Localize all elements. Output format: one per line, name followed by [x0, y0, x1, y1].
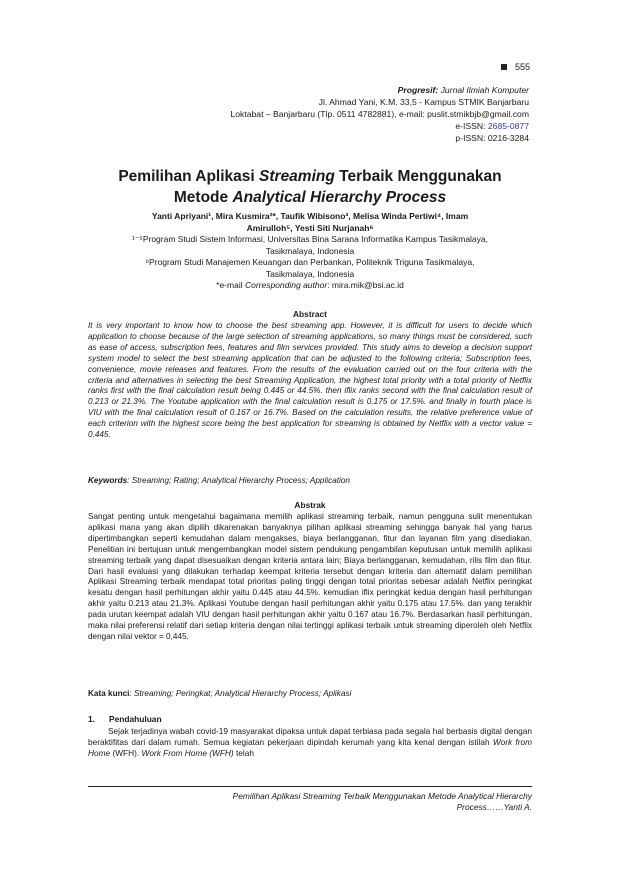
journal-eissn: e-ISSN: 2685-0877 [455, 121, 529, 131]
running-footer: Pemilihan Aplikasi Streaming Terbaik Menggunakan Metode Analytical Hierarchy Process……Yanti A. [232, 791, 532, 813]
abstrak-text: Sangat penting untuk mengetahui bagaimana memilih aplikasi streaming terbaik, namun pengguna sulit menentukan aplikasi mana yang akan dipilih dikarenakan banyaknya pilihan aplikasi streaming sehingga banyak hal yang harus dipertimbangkan seperti kemudahan dalam mengakses, biaya berlangganan, fitur dan layanan film yang disediakan. Penelitian ini bertujuan untuk mengembangkan model sistem pendukung pengambilan keputusan untuk memilih aplikasi streaming terbaik yang dapat disesuaikan dengan kriteria antara lain; Biaya berlangganan, kemudahan, rilis film dan fitur. Dari hasil evaluasi yang dilakukan terhadap keempat kriteria tersebut dengan kriteria dan alternatif dalam pemilihan Aplikasi Streaming terbaik mendapat total prioritas paling tinggi dengan total prioritas sebesar adalah Netflix peringkat kesatu dengan hasil perhitungan akhir yaitu 0.445 atau 44.5%. kemudian iflix peringkat kedua dengan hasil perhitungan akhir yaitu 0.213 atau 21.3%. Aplikasi Youtube dengan hasil perhitungan akhir yaitu 0.175 atau 17.5%. dan yang terakhir pada urutan keempat adalah VIU dengan hasil perhitungan akhir yaitu 0.167 atau 16.7%. Berdasarkan hasil perhitungan, maka nilai preferensi relatif dari setiap kriteria dengan nilai tertinggi aplikasi terbaik untuk streaming diperoleh oleh Netflix dengan nilai vektor = 0,445. [88, 512, 532, 641]
section-heading-introduction: 1. Pendahuluan [88, 714, 162, 724]
abstract-keywords: Keywords: Streaming; Rating; Analytical Hierarchy Process; Application [88, 476, 350, 485]
introduction-text: Sejak terjadinya wabah covid-19 masyarakat dipaksa untuk dapat terbiasa pada segala hal berbasis digital dengan beraktifitas dari dalam rumah. Semua kegiatan pekerjaan dipindah kerumah yang kita kenal dengan istilah Work from Home (WFH). Work From Home (WFH) telah [88, 726, 532, 759]
corresponding-email: *e-mail Corresponding author: mira.mik@bsi.ac.id [216, 280, 404, 290]
paper-title: Pemilihan Aplikasi Streaming Terbaik Menggunakan Metode Analytical Hierarchy Process [118, 168, 502, 206]
author-list: Yanti Apriyani¹, Mira Kusmira²*, Taufik Wibisono³, Melisa Winda Pertiwi⁴, Imam Amirulloh⁵, Yesti Siti Nurjanah⁶ [151, 211, 469, 233]
page-number-text: 555 [514, 62, 530, 72]
abstrak-keywords: Kata kunci: Streaming; Peringkat; Analytical Hierarchy Process; Aplikasi [88, 689, 352, 698]
eissn-link[interactable]: 2685-0877 [487, 121, 529, 131]
abstrak-heading: Abstrak [294, 500, 326, 510]
abstract-text: It is very important to know how to choose the best streaming app. However, it is difficult for users to decide which application to choose because of the large selection of streaming applications, so many things must be considered, such as ease of access, subscription fees, features and film services provided. This study aims to develop a decision support system model to select the best streaming application that can be adjusted to the following criteria; Subscription fees, convenience, movie releases and features. From the results of the evaluation carried out on the four criteria with the criteria and alternatives in selecting the best Streaming Application, the highest total priority with a total priority of Netflix ranks first with the final calculation result being 0.445 or 44.5%. then iflix ranks second with the final calculation result of 0.213 or 21.3%. The Youtube application with the final calculation result is 0.175 or 17.5%. and finally in fourth place is VIU with the final calculation result of 0.167 or 16.7%. Based on the calculation results, the relative preference value of each criterion with the highest score being the best application for streaming is obtained by Netflix with a vector value = 0.445. [88, 321, 532, 440]
footer-divider [88, 786, 532, 787]
journal-name: Progresif: Jurnal Ilmiah Komputer [397, 85, 529, 95]
abstract-heading: Abstract [293, 309, 327, 319]
journal-address-1: Jl. Ahmad Yani, K.M. 33,5 - Kampus STMIK Banjarbaru [318, 97, 529, 107]
affiliations: ¹⁻⁵Program Studi Sistem Informasi, Universitas Bina Sarana Informatika Kampus Tasikmalaya, Tasikmalaya, Indonesia ⁶Program Studi Manajemen Keuangan dan Perbankan, Politeknik Triguna Tasikmalaya, Tasikmalaya, Indonesia *e-mail Corresponding author: mira.mik@bsi.ac.id [90, 234, 530, 292]
page-number [501, 62, 530, 72]
journal-pissn: p-ISSN: 0216-3284 [455, 133, 529, 143]
journal-header [109, 84, 529, 144]
journal-address-2: Loktabat – Banjarbaru (Tlp. 0511 4782881), e-mail: puslit.stmikbjb@gmail.com [230, 109, 529, 119]
bullet-square-icon [501, 64, 507, 70]
